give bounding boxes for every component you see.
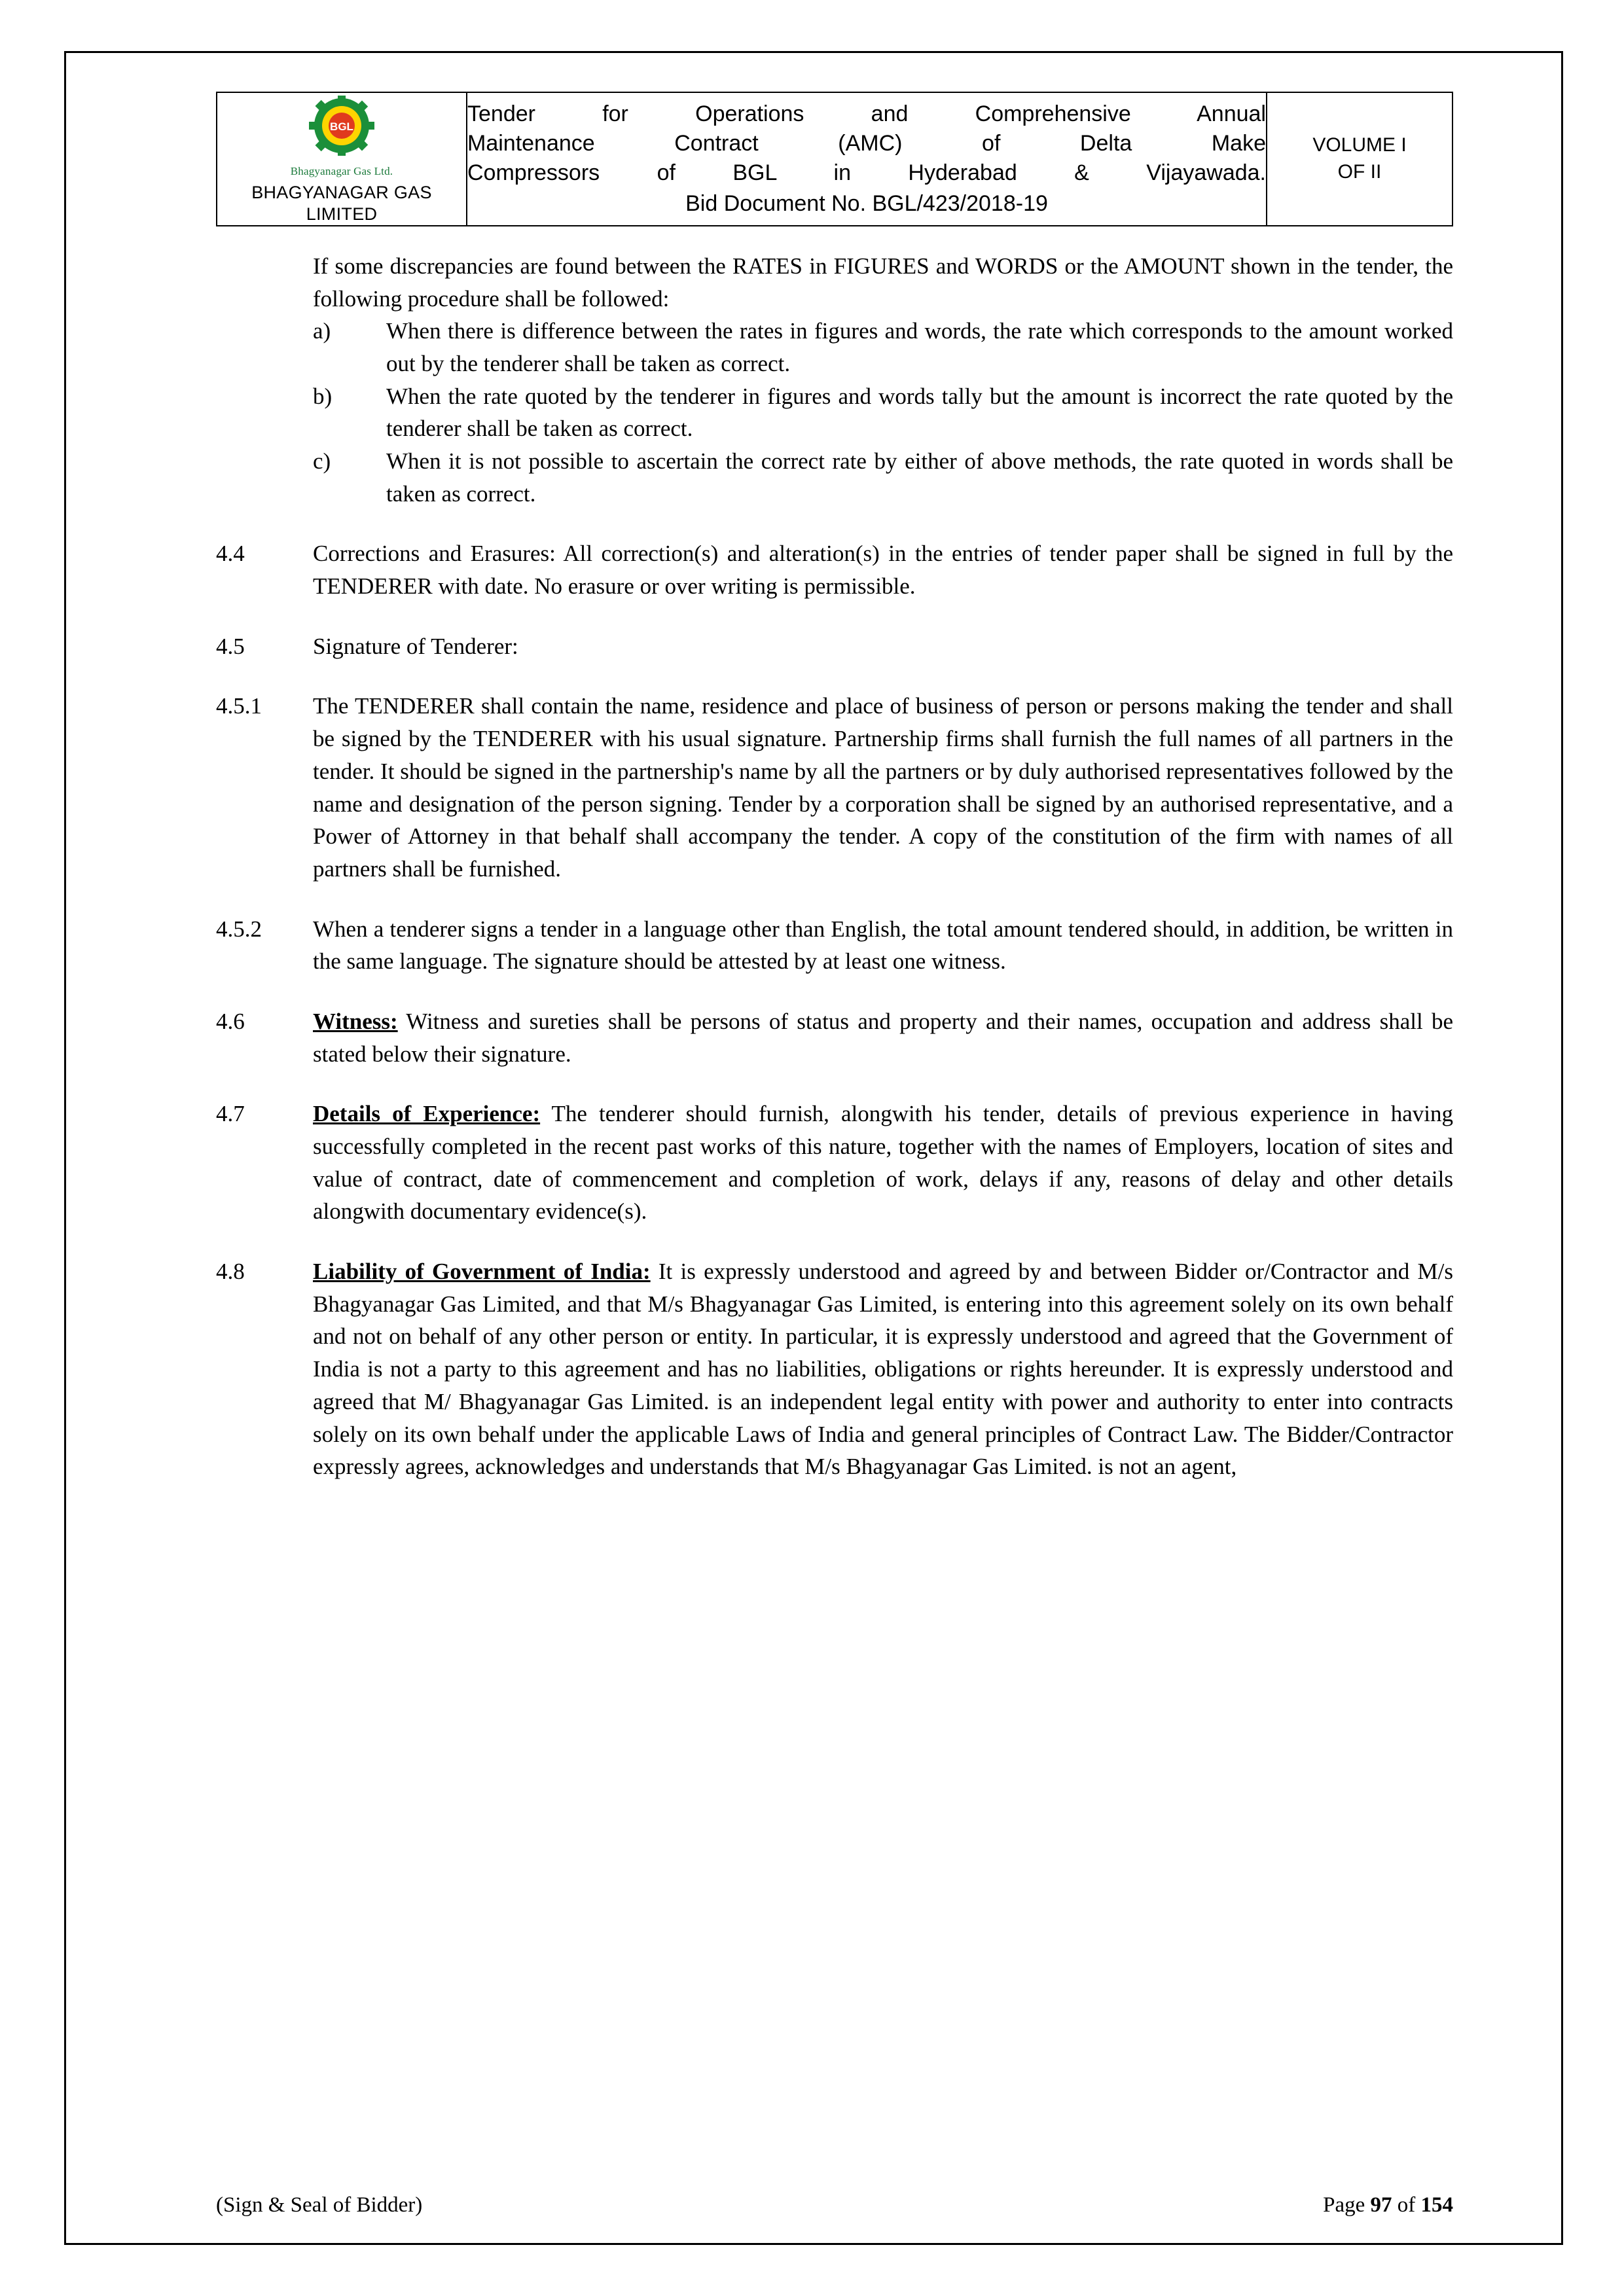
bgl-gear-logo-icon <box>306 96 377 164</box>
company-line-1: BHAGYANAGAR GAS <box>251 183 432 202</box>
clause-text: It is expressly understood and agreed by and between Bidder or/Contractor and M/s Bhagyanagar Gas Limited, and that M/s Bhagyanagar Gas Limited, is entering into this agreement solely on its own behalf and not on behalf of any other person or entity. In particular, it is expressly understood and agreed that the Government of India is not a party to this agreement and has no liabilities, obligations or rights hereunder. It is expressly understood and agreed that M/ Bhagyanagar Gas Limited. is an independent legal entity with power and authority to enter into contracts solely on its own behalf under the applicable Laws of India and general principles of Contract Law. The Bidder/Contractor expressly agrees, acknowledges and understands that M/s Bhagyanagar Gas Limited. is not an agent, <box>313 1259 1453 1480</box>
footer-page-word: Page <box>1323 2193 1365 2217</box>
svg-text:BGL: BGL <box>330 120 353 133</box>
clause-4-8 <box>216 1255 1453 1483</box>
clause-number: 4.5.2 <box>216 916 262 942</box>
page-content <box>216 92 1453 1483</box>
footer-page-number: 97 <box>1370 2193 1392 2217</box>
footer-sign-seal: (Sign & Seal of Bidder) <box>216 2193 423 2217</box>
clause-text: Signature of Tenderer: <box>313 633 518 659</box>
list-item <box>313 445 1453 510</box>
clause-number: 4.6 <box>216 1008 245 1034</box>
header-title-line-2: Maintenance Contract (AMC) of Delta Make <box>467 130 1266 156</box>
header-bid-document-text: Bid Document No. BGL/423/2018-19 <box>685 191 1048 217</box>
page-footer <box>216 2193 1453 2217</box>
clause-number: 4.8 <box>216 1259 245 1285</box>
document-header-table <box>216 92 1453 226</box>
list-item-marker: a) <box>313 318 331 344</box>
clause-text: The TENDERER shall contain the name, residence and place of business of person or persons making the tender and shall be signed by the TENDERER with his usual signature. Partnership firms shall furnish the full names of all partners in the tender. It should be signed in the partnership's name by all the partners or by duly authorised representatives followed by the name and designation of the person signing. Tender by a corporation shall be signed by an authorised representative, and a Power of Attorney in that behalf shall accompany the tender. A copy of the constitution of the firm with names of all partners shall be furnished. <box>313 693 1453 882</box>
logo-subtext: Bhagyanagar Gas Ltd. <box>290 165 393 177</box>
volume-line-2: OF II <box>1337 160 1382 183</box>
company-line-2: LIMITED <box>306 204 378 224</box>
clause-lead: Witness: <box>313 1008 398 1034</box>
header-title <box>467 99 1266 188</box>
clause-4-5-1 <box>216 690 1453 885</box>
intro-paragraph: If some discrepancies are found between the RATES in FIGURES and WORDS or the AMOUNT shown in the tender, the following procedure shall be followed: <box>313 253 1453 312</box>
sub-item-list <box>313 315 1453 510</box>
clause-number: 4.7 <box>216 1101 245 1127</box>
clause-body <box>313 1098 1453 1228</box>
bgl-logo <box>217 96 466 225</box>
footer-total-pages: 154 <box>1420 2193 1453 2217</box>
clause-text: The tenderer should furnish, alongwith his tender, details of previous experience in having successfully completed in the recent past works of this nature, together with the names of Employers, location of sites and value of contract, date of commencement and completion of work, delays if any, reasons of delay and other details alongwith documentary evidence(s). <box>313 1101 1453 1225</box>
header-company-name <box>217 182 466 225</box>
header-title-line-3: Compressors of BGL in Hyderabad & Vijayawada. <box>467 160 1266 185</box>
footer-of-word: of <box>1397 2193 1416 2217</box>
clause-text: Corrections and Erasures: All correction(s) and alteration(s) in the entries of tender paper shall be signed in full by the TENDERER with date. No erasure or over writing is permissible. <box>313 541 1453 600</box>
header-volume-cell <box>1267 92 1453 226</box>
clause-body <box>313 1005 1453 1070</box>
clause-4-5 <box>216 630 1453 663</box>
list-item-marker: b) <box>313 383 333 409</box>
header-title-line-1: Tender for Operations and Comprehensive Annual <box>467 101 1266 126</box>
clause-body <box>313 1255 1453 1483</box>
header-logo-cell <box>217 92 467 226</box>
volume-line-1: VOLUME I <box>1312 134 1407 156</box>
clause-4-5-2 <box>216 913 1453 978</box>
clause-lead: Liability of Government of India: <box>313 1259 651 1285</box>
clause-number: 4.5.1 <box>216 693 262 719</box>
header-title-cell <box>467 92 1267 226</box>
clause-text: Witness and sureties shall be persons of status and property and their names, occupation and address shall be stated below their signature. <box>313 1008 1453 1067</box>
clause-number: 4.4 <box>216 541 245 567</box>
list-item-text: When the rate quoted by the tenderer in figures and words tally but the amount is incorrect the rate quoted by the tenderer shall be taken as correct. <box>386 383 1453 442</box>
list-item <box>313 380 1453 445</box>
footer-page-info <box>1323 2193 1453 2217</box>
list-item-text: When there is difference between the rates in figures and words, the rate which corresponds to the amount worked out by the tenderer shall be taken as correct. <box>386 318 1453 376</box>
list-item-marker: c) <box>313 448 331 474</box>
clause-text: When a tenderer signs a tender in a language other than English, the total amount tendered should, in addition, be written in the same language. The signature should be attested by at least one witness. <box>313 916 1453 975</box>
header-bid-document <box>467 189 1266 219</box>
document-body <box>216 250 1453 1483</box>
clause-lead: Details of Experience: <box>313 1101 541 1127</box>
clause-number: 4.5 <box>216 633 245 659</box>
header-row <box>217 92 1453 226</box>
clause-4-7 <box>216 1098 1453 1228</box>
clause-4-6 <box>216 1005 1453 1070</box>
list-item-text: When it is not possible to ascertain the correct rate by either of above methods, the rate quoted in words shall be taken as correct. <box>386 448 1453 507</box>
clause-4-4 <box>216 537 1453 602</box>
list-item <box>313 315 1453 380</box>
